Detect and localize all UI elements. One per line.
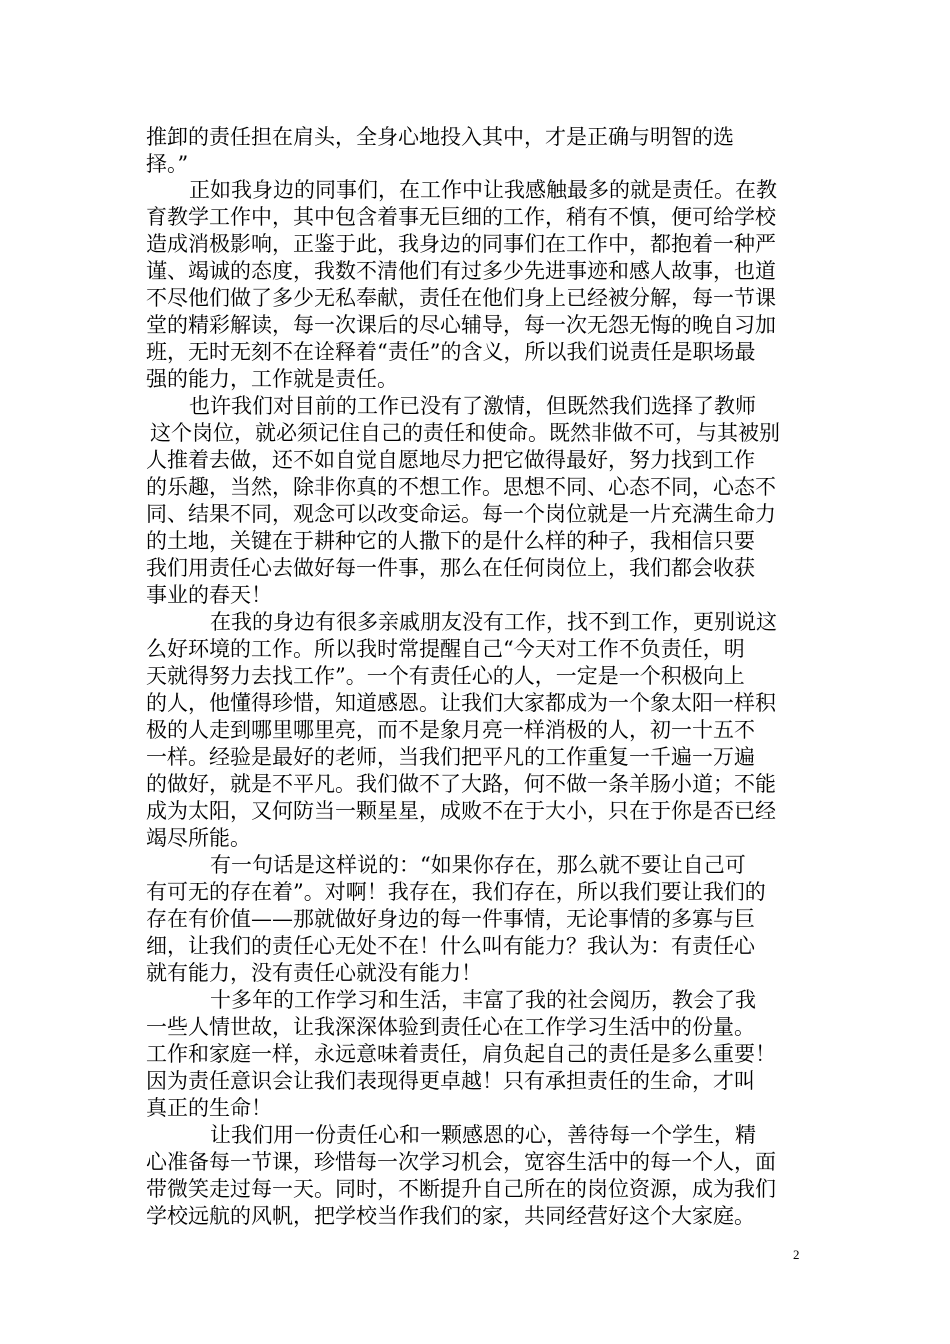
text-line: 有一句话是这样说的：“如果你存在，那么就不要让自己可 xyxy=(210,853,746,877)
text-line: 我们用责任心去做好每一件事，那么在任何岗位上，我们都会收获 xyxy=(146,556,755,580)
text-line: 的乐趣，当然，除非你真的不想工作。思想不同、心态不同，心态不 xyxy=(146,475,776,499)
text-line: 成为太阳，又何防当一颗星星，成败不在于大小，只在于你是否已经 xyxy=(146,799,776,823)
text-line: 天就得努力去找工作”。一个有责任心的人，一定是一个积极向上 xyxy=(146,664,745,688)
text-line: 谨、竭诚的态度，我数不清他们有过多少先进事迹和感人故事，也道 xyxy=(146,259,776,283)
text-line: 择。” xyxy=(146,152,189,176)
text-line: 强的能力，工作就是责任。 xyxy=(146,367,398,391)
text-line: 让我们用一份责任心和一颗感恩的心，善待每一个学生，精 xyxy=(210,1123,756,1147)
text-line: 就有能力，没有责任心就没有能力！ xyxy=(146,961,482,985)
text-line: 存在有价值——那就做好身边的每一件事情，无论事情的多寡与巨 xyxy=(146,907,755,931)
text-line: 事业的春天！ xyxy=(146,583,272,607)
text-line: 学校远航的风帆，把学校当作我们的家，共同经营好这个大家庭。 xyxy=(146,1204,755,1228)
text-line: 么好环境的工作。所以我时常提醒自己“今天对工作不负责任，明 xyxy=(146,637,745,661)
text-line: 的人，他懂得珍惜，知道感恩。让我们大家都成为一个象太阳一样积 xyxy=(146,691,776,715)
text-line: 竭尽所能。 xyxy=(146,826,251,850)
text-line: 因为责任意识会让我们表现得更卓越！只有承担责任的生命，才叫 xyxy=(146,1069,755,1093)
text-line: 的做好，就是不平凡。我们做不了大路，何不做一条羊肠小道；不能 xyxy=(146,772,776,796)
text-line: 推卸的责任担在肩头，全身心地投入其中，才是正确与明智的选 xyxy=(146,125,734,149)
text-line: 人推着去做，还不如自觉自愿地尽力把它做得最好，努力找到工作 xyxy=(146,448,755,472)
text-line: 细，让我们的责任心无处不在！什么叫有能力？我认为：有责任心 xyxy=(146,934,755,958)
text-line: 十多年的工作学习和生活，丰富了我的社会阅历，教会了我 xyxy=(210,988,756,1012)
text-line: 也许我们对目前的工作已没有了激情，但既然我们选择了教师 xyxy=(189,394,756,418)
text-line: 堂的精彩解读，每一次课后的尽心辅导，每一次无怨无悔的晚自习加 xyxy=(146,313,776,337)
text-line: 有可无的存在着”。对啊！我存在，我们存在，所以我们要让我们的 xyxy=(146,880,766,904)
text-line: 育教学工作中，其中包含着事无巨细的工作，稍有不慎，便可给学校 xyxy=(146,205,776,229)
page-number: 2 xyxy=(793,1247,800,1262)
text-line: 工作和家庭一样，永远意味着责任，肩负起自己的责任是多么重要！ xyxy=(146,1042,776,1066)
text-line: 真正的生命！ xyxy=(146,1096,272,1120)
text-line: 在我的身边有很多亲戚朋友没有工作，找不到工作，更别说这 xyxy=(210,610,777,634)
text-line: 不尽他们做了多少无私奉献，责任在他们身上已经被分解，每一节课 xyxy=(146,286,776,310)
text-line: 的土地，关键在于耕种它的人撒下的是什么样的种子，我相信只要 xyxy=(146,529,755,553)
text-line: 班，无时无刻不在诠释着“责任”的含义，所以我们说责任是职场最 xyxy=(146,340,756,364)
text-line: 正如我身边的同事们，在工作中让我感触最多的就是责任。在教 xyxy=(189,178,777,202)
text-line: 同、结果不同，观念可以改变命运。每一个岗位就是一片充满生命力 xyxy=(146,502,776,526)
text-line: 心准备每一节课，珍惜每一次学习机会，宽容生活中的每一个人，面 xyxy=(146,1150,776,1174)
text-line: 极的人走到哪里哪里亮，而不是象月亮一样消极的人，初一十五不 xyxy=(146,718,755,742)
text-line: 一样。经验是最好的老师，当我们把平凡的工作重复一千遍一万遍 xyxy=(146,745,755,769)
text-line: 这个岗位，就必须记住自己的责任和使命。既然非做不可，与其被别 xyxy=(150,421,780,445)
text-line: 一些人情世故，让我深深体验到责任心在工作学习生活中的份量。 xyxy=(146,1015,755,1039)
text-line: 带微笑走过每一天。同时，不断提升自己所在的岗位资源，成为我们 xyxy=(146,1177,776,1201)
text-line: 造成消极影响，正鉴于此，我身边的同事们在工作中，都抱着一种严 xyxy=(146,232,776,256)
